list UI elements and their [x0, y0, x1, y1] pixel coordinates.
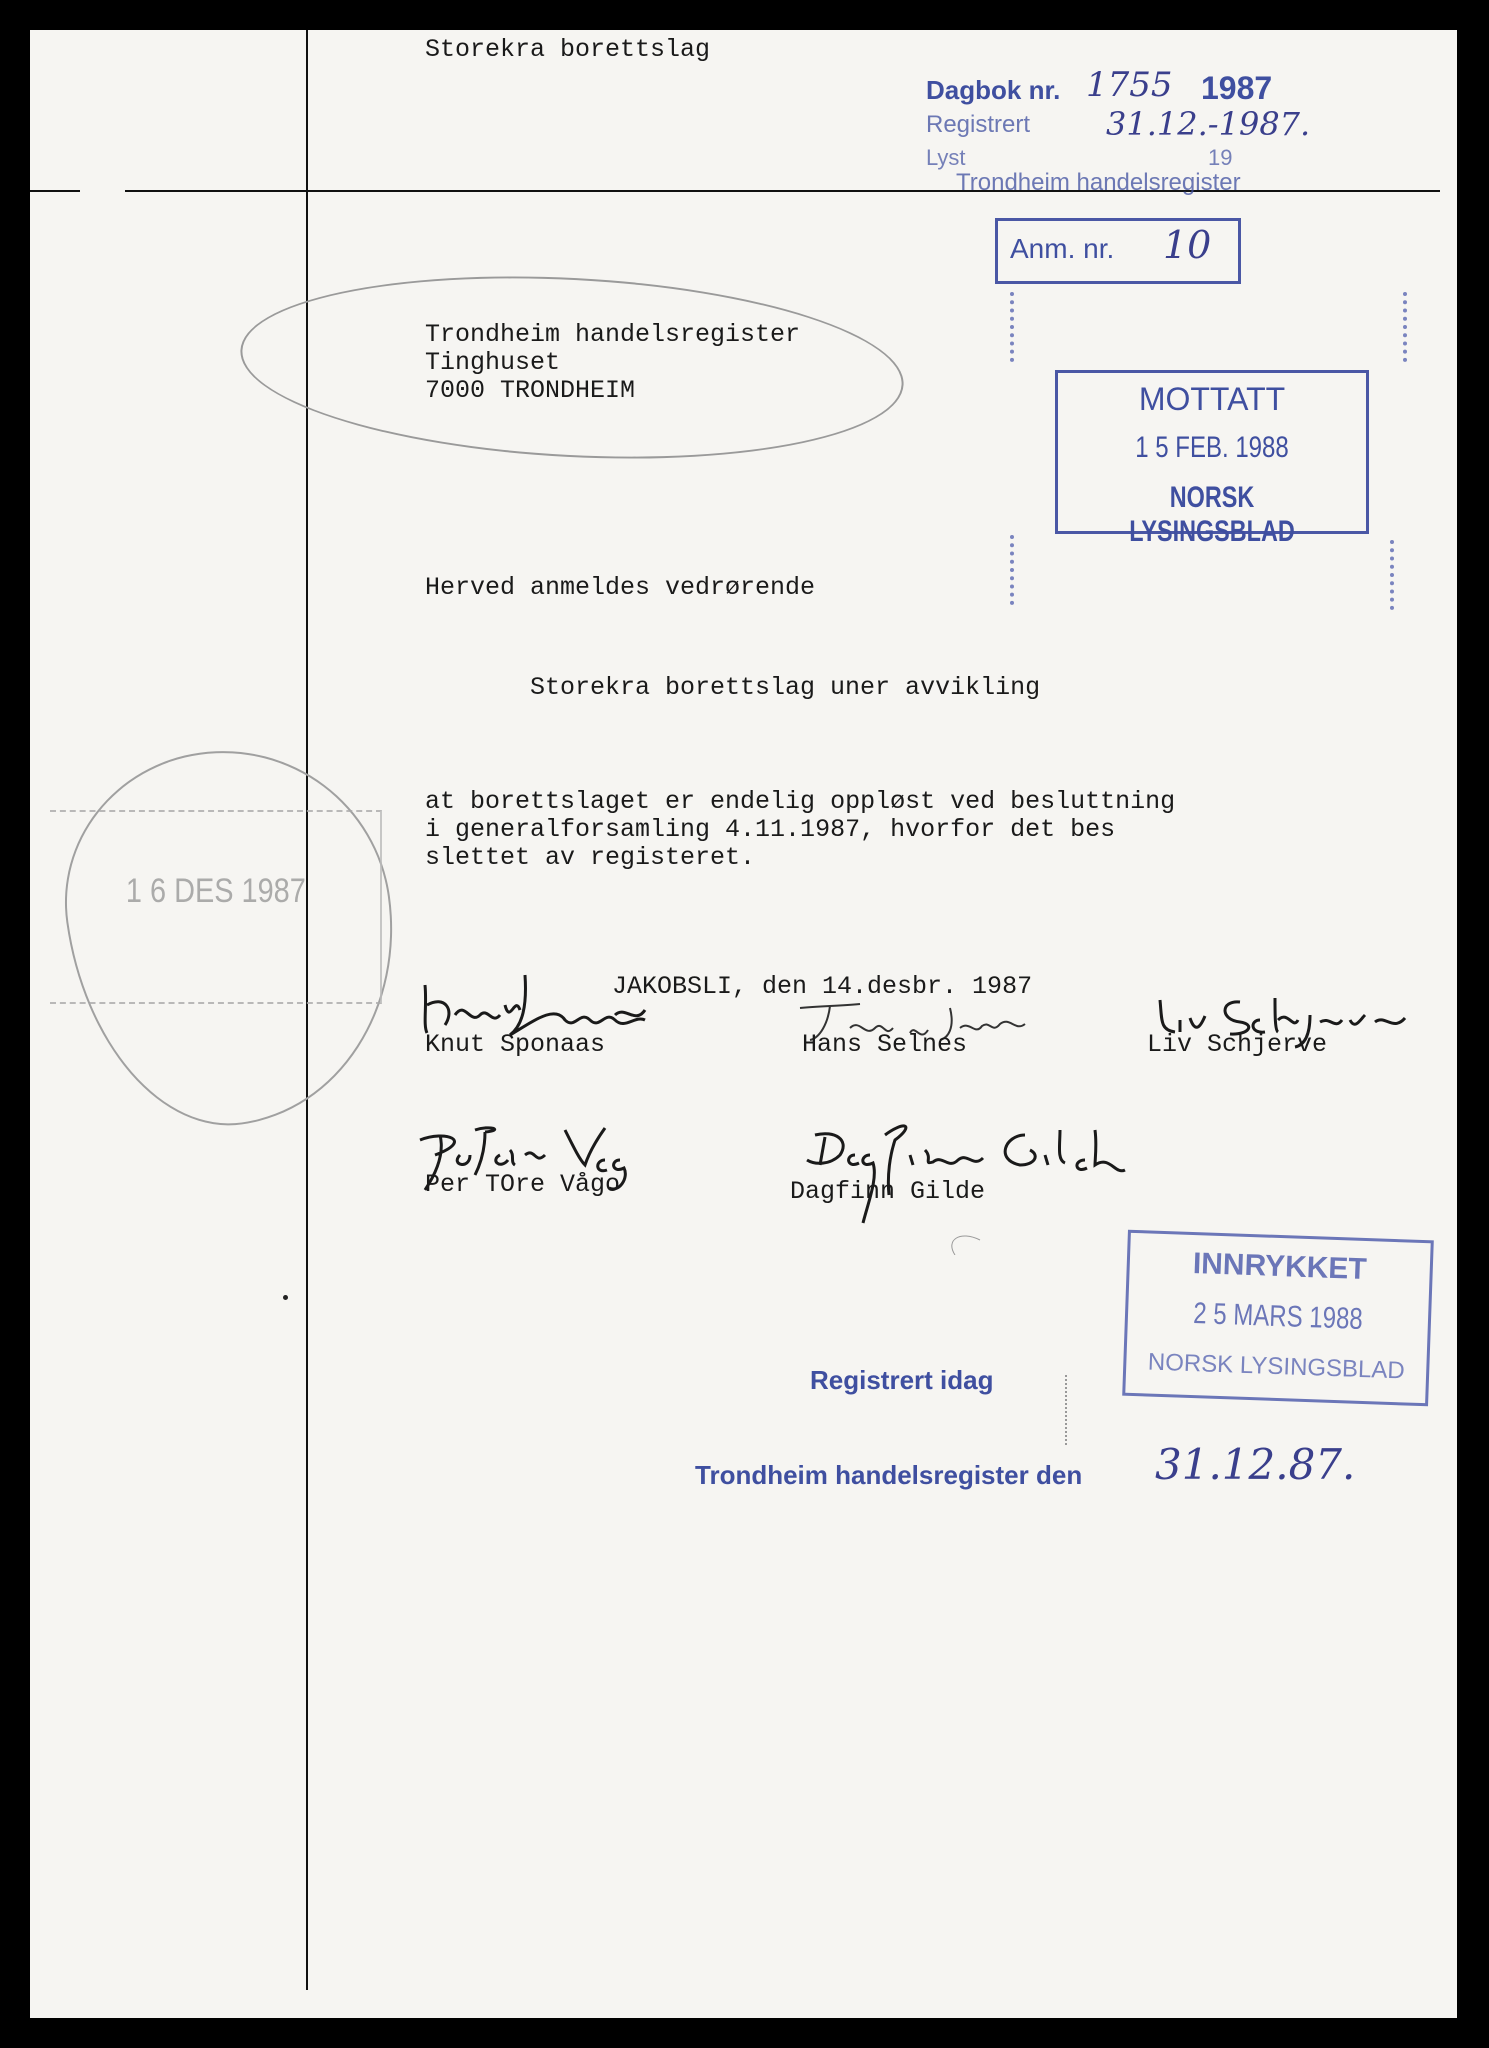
intro-text: Herved anmeldes vedrørende	[425, 573, 816, 602]
signatory-name-4: Per TOre Vågo	[425, 1170, 621, 1199]
dagbok-year: 1987	[1201, 70, 1273, 106]
dagbok-label: Dagbok nr.	[926, 75, 1061, 105]
lyst-year: 19	[1208, 145, 1233, 170]
punch-mark-3	[1010, 535, 1020, 605]
header-rule-stub	[30, 190, 80, 192]
punch-mark-5	[1065, 1375, 1070, 1445]
innrykket-org: NORSK LYSINGSBLAD	[1147, 1348, 1406, 1385]
punch-mark-1	[1010, 292, 1020, 362]
signatory-name-3: Liv Schjerve	[1147, 1030, 1328, 1059]
registrert-hand-date: 31.12.87.	[1155, 1440, 1356, 1489]
mottatt-org: NORSK LYSINGSBLAD	[1129, 481, 1295, 548]
address-line-2: Tinghuset	[425, 348, 561, 377]
dagbok-number: 1755	[1086, 65, 1173, 105]
paragraph-line-3: slettet av registeret.	[425, 843, 756, 872]
dot-mark	[283, 1295, 288, 1300]
address-line-3: 7000 TRONDHEIM	[425, 376, 636, 405]
dagbok-register: Trondheim handelsregister	[956, 169, 1241, 196]
stamp-dagbok	[926, 65, 1376, 195]
place-date: JAKOBSLI, den 14.desbr. 1987	[612, 972, 1033, 1001]
anm-value: 10	[1163, 223, 1212, 267]
org-name: Storekra borettslag	[425, 35, 711, 64]
signatory-name-2: Hans Selnes	[802, 1030, 968, 1059]
registrert-date: 31.12.-1987.	[1106, 105, 1311, 143]
signatory-name-1: Knut Sponaas	[425, 1030, 606, 1059]
registrert-register: Trondheim handelsregister den	[695, 1460, 1083, 1490]
innrykket-date: 2 5 MARS 1988	[1192, 1297, 1364, 1336]
lyst-label: Lyst	[926, 145, 966, 170]
subject-text: Storekra borettslag uner avvikling	[530, 673, 1041, 702]
stamp-anm-nr	[995, 218, 1241, 284]
faded-stamp	[50, 810, 382, 1004]
registrert-label: Registrert	[926, 111, 1031, 138]
stamp-innrykket	[1122, 1230, 1434, 1407]
address-line-1: Trondheim handelsregister	[425, 320, 801, 349]
faded-stamp-date: 1 6 DES 1987	[125, 872, 306, 910]
mottatt-date: 1 5 FEB. 1988	[1135, 431, 1289, 464]
pencil-oval	[236, 261, 908, 475]
anm-label: Anm. nr.	[1010, 233, 1115, 264]
punch-mark-4	[1390, 540, 1400, 610]
mottatt-title: MOTTATT	[1138, 381, 1286, 417]
punch-mark-2	[1403, 292, 1413, 362]
paragraph-line-2: i generalforsamling 4.11.1987, hvorfor det bes	[425, 815, 1116, 844]
signatory-name-5: Dagfinn Gilde	[790, 1177, 986, 1206]
document-page	[30, 30, 1457, 2018]
stamp-mottatt	[1055, 370, 1369, 548]
paragraph-line-1: at borettslaget er endelig oppløst ved besluttning	[425, 787, 1176, 816]
innrykket-title: INNRYKKET	[1192, 1247, 1368, 1287]
registrert-idag: Registrert idag	[810, 1365, 994, 1395]
